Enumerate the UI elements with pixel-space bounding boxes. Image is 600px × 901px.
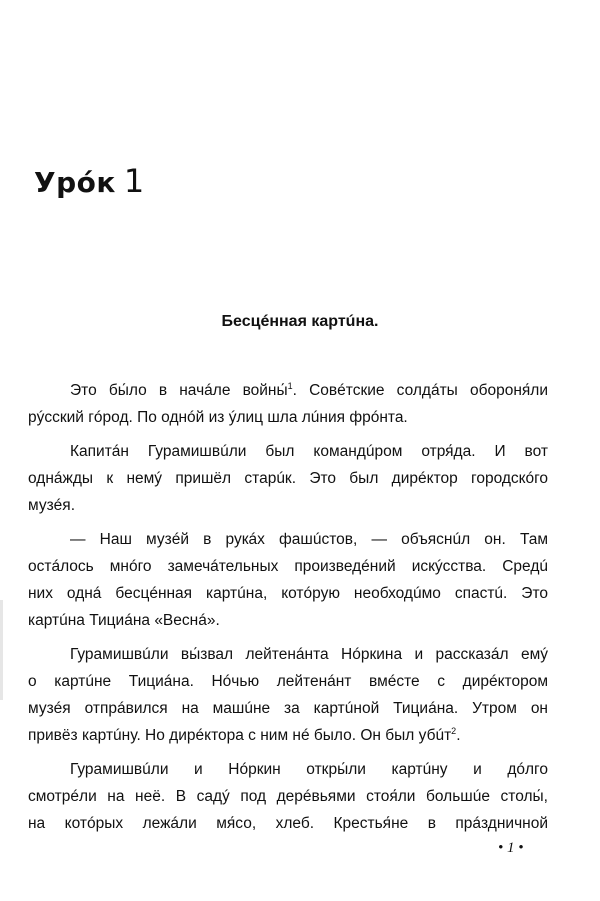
footnote-mark: 1 — [287, 380, 293, 391]
lesson-number: 1 — [123, 162, 145, 200]
footnote-mark: 2 — [451, 725, 457, 736]
text-line: рýсский гóрод. По однóй из ýлиц шла лúния фрóнта. — [28, 409, 408, 426]
paragraph-1 — [28, 377, 548, 431]
paragraph-2 — [28, 438, 548, 519]
text-line: музéя. — [28, 497, 76, 514]
text-line: Гурамишвúли вы́звал лейтенáнта Нóркина и рассказáл емý — [70, 646, 548, 663]
paragraph-5 — [28, 756, 548, 837]
story-title: Бесцéнная картúна. — [221, 313, 379, 330]
text-line: музéя отпрáвился на машúне за картúной Тициáна. Утром он — [28, 700, 548, 717]
text-line: них однá бесцéнная картúна, котóрую необходúмо спастú. Это — [28, 585, 548, 602]
binding-edge — [0, 600, 3, 700]
text-line: на котóрых лежáли мя́со, хлеб. Крестья́не в прáздничной — [28, 815, 548, 832]
text-line: смотрéли на неё. В садý под дерéвьями стоя́ли большúе столы́, — [28, 788, 548, 805]
text-line: — Наш музéй в рукáх фашúстов, — объяснúл он. Там — [70, 531, 548, 548]
text-line: привёз картúну. Но дирéктора с ним нé было. Он был убúт$^2$. — [28, 725, 461, 744]
text-line: Капитáн Гурамишвúли был командúром отря́да. И вот — [70, 443, 548, 460]
story-body — [28, 377, 548, 844]
text-line: Это бы́ло в начáле войны́$^1$. Совéтские солдáты обороня́ли — [70, 380, 548, 399]
paragraph-4 — [28, 641, 548, 749]
lesson-word: Урóк — [34, 166, 116, 199]
text-line: остáлось мнóго замечáтельных произведéний искýсства. Средú — [28, 558, 548, 575]
text-line: картúна Тициáна «Веснá». — [28, 612, 220, 629]
paragraph-3 — [28, 526, 548, 634]
text-line: Гурамишвúли и Нóркин откры́ли картúну и дóлго — [70, 761, 548, 778]
lesson-heading — [34, 162, 145, 200]
page-number: • 1 • — [498, 840, 524, 856]
text-line: о картúне Тициáна. Нóчью лейтенáнт вмéсте с дирéктором — [28, 673, 548, 690]
text-line: однáжды к немý пришёл старúк. Это был дирéктор городскóго — [28, 470, 548, 487]
